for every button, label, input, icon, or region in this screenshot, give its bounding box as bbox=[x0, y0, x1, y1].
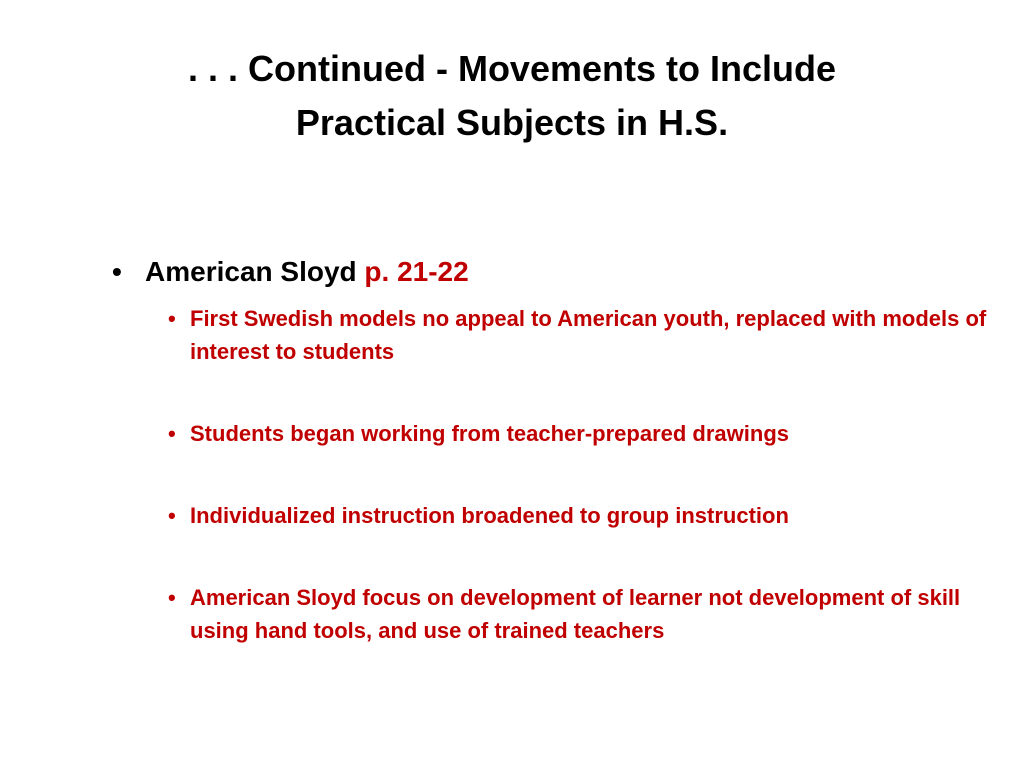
sub-item-text: First Swedish models no appeal to American youth, replaced with models of interest to students bbox=[190, 306, 987, 364]
main-item-label: American Sloyd bbox=[145, 256, 357, 287]
title-line-1: . . . Continued - Movements to Include bbox=[187, 48, 837, 89]
slide-body bbox=[112, 250, 992, 647]
title-line-2: Practical Subjects in H.S. bbox=[295, 102, 729, 143]
sub-bullet-list bbox=[168, 302, 992, 647]
sub-item-text: American Sloyd focus on development of learner not development of skill using hand tools, and use of trained teachers bbox=[190, 585, 961, 643]
sub-bullet-item bbox=[168, 417, 992, 450]
slide-title bbox=[80, 42, 944, 150]
bullet-icon: • bbox=[112, 256, 122, 287]
sub-item-text: Individualized instruction broadened to group instruction bbox=[190, 503, 789, 528]
sub-item-text: Students began working from teacher-prepared drawings bbox=[190, 421, 789, 446]
page-reference: p. 21-22 bbox=[364, 256, 469, 287]
sub-bullet-item bbox=[168, 499, 992, 532]
bullet-icon: • bbox=[168, 306, 176, 331]
bullet-icon: • bbox=[168, 421, 176, 446]
bullet-icon: • bbox=[168, 585, 176, 610]
main-bullet-item bbox=[112, 250, 992, 294]
sub-bullet-item bbox=[168, 302, 992, 368]
sub-bullet-item bbox=[168, 581, 992, 647]
bullet-icon: • bbox=[168, 503, 176, 528]
